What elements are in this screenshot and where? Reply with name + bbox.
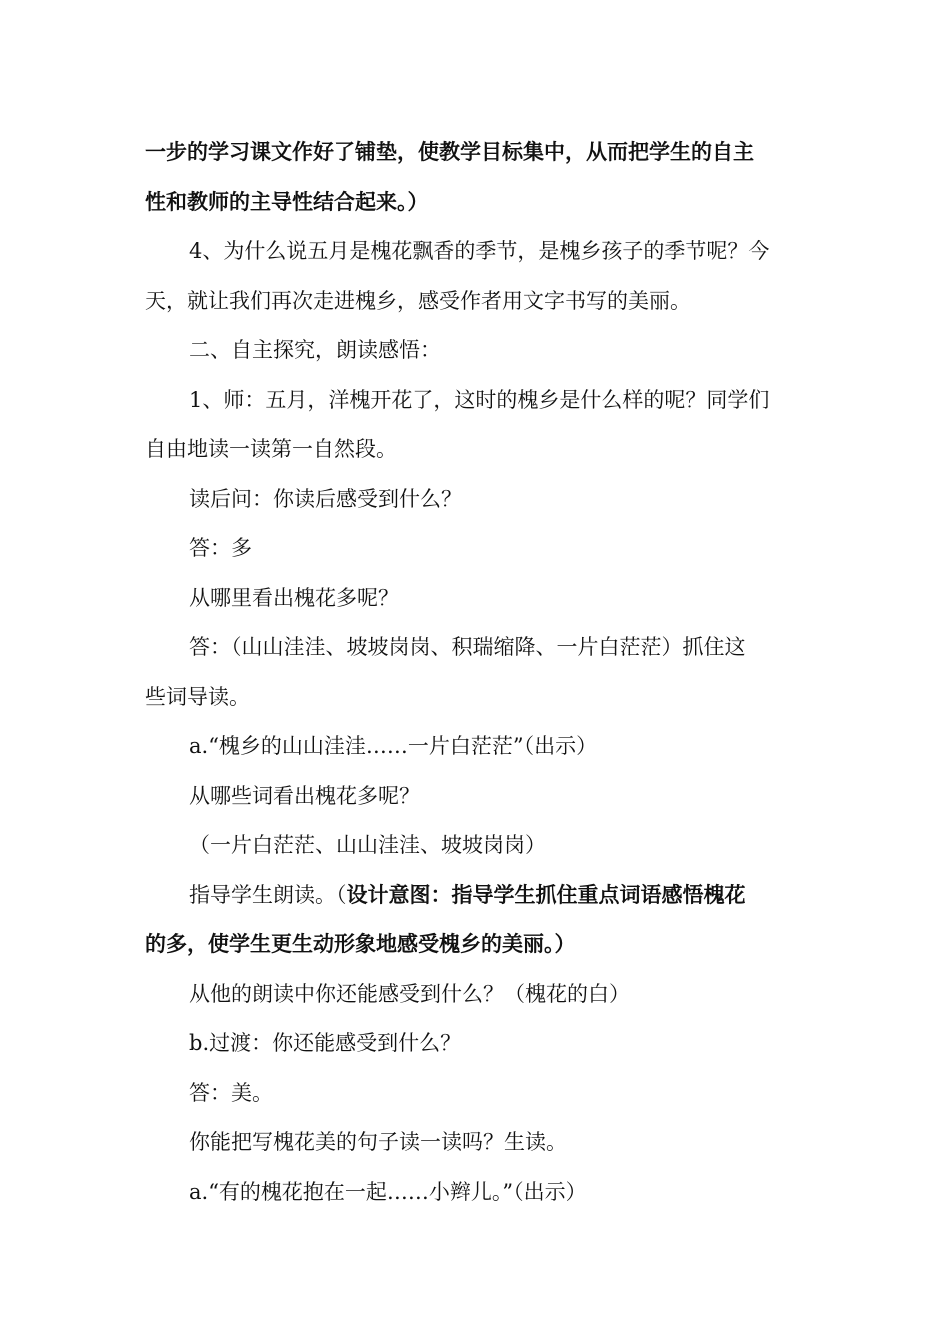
- design-intent-note: 的多，使学生更生动形象地感受槐乡的美丽。）: [145, 932, 576, 956]
- paragraph-line: 从哪里看出槐花多呢？: [189, 585, 399, 610]
- paragraph-line: a.“有的槐花抱在一起……小辫儿。”（出示）: [189, 1179, 587, 1204]
- paragraph-line: 1、师：五月，洋槐开花了，这时的槐乡是什么样的呢？同学们: [189, 387, 770, 412]
- paragraph-line: 你能把写槐花美的句子读一读吗？生读。: [189, 1130, 567, 1154]
- paragraph-line: 一步的学习课文作好了铺垫，使教学目标集中，从而把学生的自主: [145, 140, 754, 164]
- paragraph-line: [145, 871, 810, 921]
- paragraph-line: b.过渡：你还能感受到什么？: [189, 1031, 462, 1055]
- paragraph-line: 4、为什么说五月是槐花飘香的季节，是槐乡孩子的季节呢？今: [189, 239, 770, 263]
- paragraph-text: 指导学生朗读。（: [189, 882, 347, 907]
- paragraph-line: 天，就让我们再次走进槐乡，感受作者用文字书写的美丽。: [145, 288, 691, 313]
- paragraph-line: 性和教师的主导性结合起来。）: [145, 189, 429, 214]
- paragraph-line: 答：美。: [189, 1080, 273, 1105]
- paragraph-line: a.“槐乡的山山洼洼……一片白茫茫”（出示）: [189, 734, 598, 758]
- paragraph-line: 答：多: [189, 536, 252, 560]
- document-body: [145, 128, 810, 1217]
- paragraph-line: 从他的朗读中你还能感受到什么？（槐花的白）: [189, 981, 630, 1006]
- section-heading: 二、自主探究，朗读感悟：: [189, 338, 441, 362]
- paragraph-line: 自由地读一读第一自然段。: [145, 437, 397, 461]
- paragraph-line: 读后问：你读后感受到什么？: [189, 486, 462, 511]
- design-intent-note: 设计意图：指导学生抓住重点词语感悟槐花: [346, 882, 746, 907]
- paragraph-line: （一片白茫茫、山山洼洼、坡坡岗岗）: [189, 833, 546, 857]
- paragraph-line: 从哪些词看出槐花多呢？: [189, 783, 420, 808]
- paragraph-line: 些词导读。: [145, 684, 250, 709]
- paragraph-line: 答：（山山洼洼、坡坡岗岗、积瑞缩降、一片白茫茫）抓住这: [189, 635, 746, 659]
